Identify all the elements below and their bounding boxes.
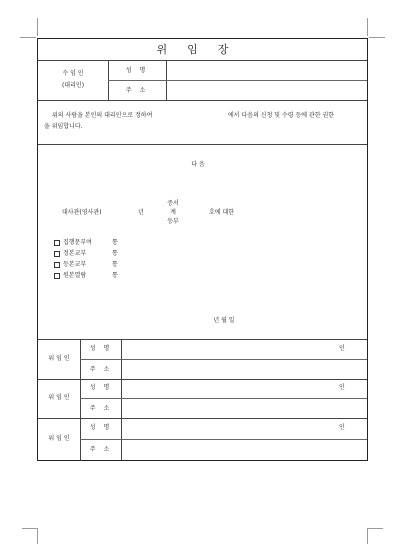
principal-3-address-label: 주 소 [89, 446, 113, 453]
request-item-3-suffix: 통 [112, 261, 118, 268]
principal-2-row-divider [80, 398, 367, 399]
request-item-3[interactable] [54, 261, 86, 268]
statement-line1-end: 에서 다음의 신청 및 수령 등에 관한 권한 [228, 112, 335, 119]
statement-divider [38, 144, 367, 145]
crop-mark-top-left-h [20, 37, 36, 38]
agent-address-label: 주 소 [125, 87, 149, 94]
request-item-2[interactable] [54, 250, 86, 257]
principal-1-row-divider [80, 359, 367, 360]
request-item-1-suffix: 통 [112, 239, 118, 246]
stack-mid: 계 [170, 209, 176, 216]
crop-mark-bottom-left-h [22, 528, 37, 529]
principal-3-label: 위 임 인 [48, 435, 70, 442]
title-divider [38, 60, 367, 61]
stack-bottom: 등부 [167, 218, 179, 225]
principal-col-divider-1 [80, 339, 81, 461]
checkbox[interactable] [54, 251, 60, 257]
request-item-1[interactable] [54, 239, 92, 246]
stack-top: 증서 [167, 200, 179, 207]
principal-2-seal: 인 [339, 384, 345, 391]
principal-1-seal: 인 [339, 345, 345, 352]
statement-line2: 을 위임합니다. [44, 123, 83, 130]
crop-mark-top-right-h [369, 37, 385, 38]
principal-1-address-label: 주 소 [89, 366, 113, 373]
principal-3-name-label: 성 명 [89, 424, 113, 431]
principal-2-name-label: 성 명 [89, 384, 113, 391]
principal-2-address-label: 주 소 [89, 405, 113, 412]
principal-1-name-label: 성 명 [89, 345, 113, 352]
principal-3-row-divider [80, 439, 367, 440]
checkbox[interactable] [54, 240, 60, 246]
agent-section-divider [38, 100, 367, 101]
crop-mark-top-right-v [367, 18, 368, 36]
crop-mark-bottom-left-v [37, 528, 38, 544]
agent-label: 수 임 인 [62, 70, 84, 77]
principal-1-label: 위 임 인 [48, 355, 70, 362]
year-label: 년 [138, 209, 144, 216]
crop-mark-bottom-right-h [368, 528, 383, 529]
crop-mark-top-left-v [37, 18, 38, 36]
agent-name-label: 성 명 [125, 67, 149, 74]
statement-line1-start: 위의 사람을 본인의 대리인으로 정하여 [52, 112, 153, 119]
date-line: 년 월 일 [213, 317, 235, 324]
request-item-4-suffix: 통 [112, 272, 118, 279]
crop-mark-bottom-right-v [367, 528, 368, 544]
principal-1-divider [38, 379, 367, 380]
request-item-label: 등본교부 [63, 261, 87, 268]
body-heading: 다 음 [191, 161, 205, 168]
principal-2-label: 위 임 인 [48, 394, 70, 401]
checkbox[interactable] [54, 273, 60, 279]
about-label: 호에 대한 [209, 209, 235, 216]
request-item-label: 원본열람 [63, 272, 87, 279]
agent-sublabel: (대리인) [61, 82, 85, 89]
checkbox[interactable] [54, 262, 60, 268]
document-title: 위임장 [156, 43, 249, 56]
request-item-label: 집행문부여 [63, 239, 92, 246]
request-item-label: 정본교부 [63, 250, 87, 257]
request-item-4[interactable] [54, 272, 86, 279]
principal-col-divider-2 [121, 339, 122, 461]
power-of-attorney-form [37, 38, 368, 461]
case-label: 대사관(영사관) [62, 209, 102, 216]
principal-3-seal: 인 [339, 424, 345, 431]
principal-2-divider [38, 418, 367, 419]
request-item-2-suffix: 통 [112, 250, 118, 257]
body-divider [38, 339, 367, 340]
agent-row-divider [108, 80, 367, 81]
